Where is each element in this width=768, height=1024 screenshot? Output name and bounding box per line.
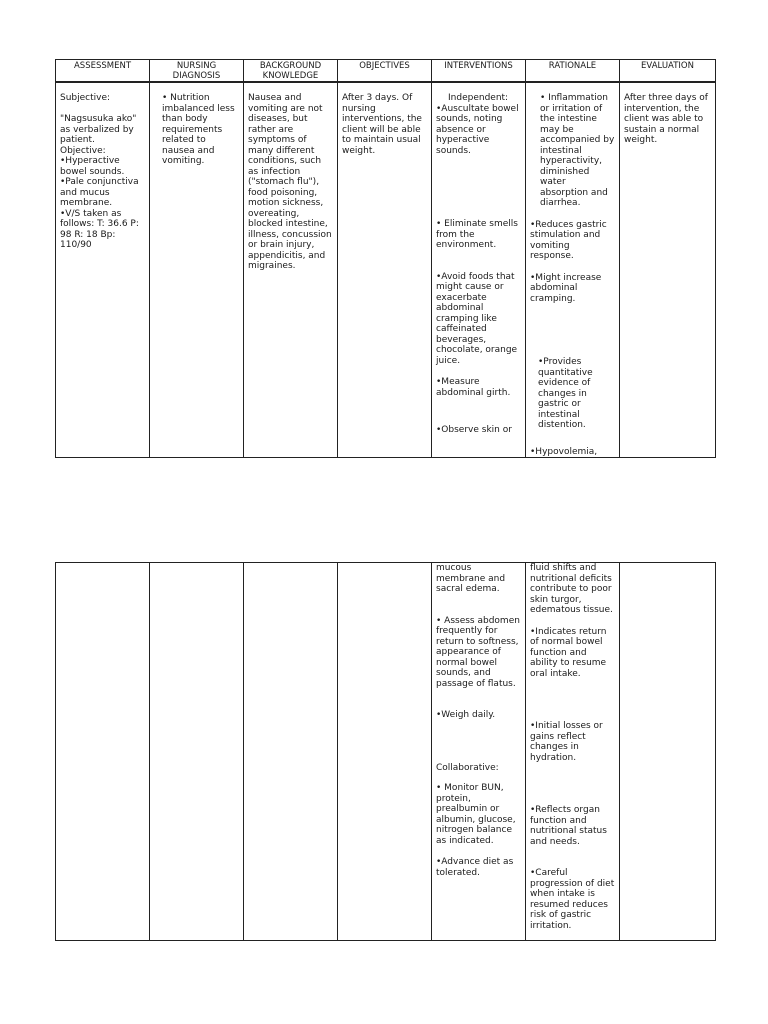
rationale-item: fluid shifts and nutritional deficits contribute to poor skin turgor, edematous tissue. bbox=[530, 563, 613, 615]
intervention-item: • Monitor BUN, protein, prealbumin or albumin, glucose, nitrogen balance as indicated. bbox=[436, 783, 516, 846]
interventions-cell bbox=[432, 563, 526, 941]
rationale-item: •Provides quantitative evidence of changes in gastric or intestinal distention. bbox=[538, 357, 593, 430]
rationale-item: •Indicates return of normal bowel function and ability to resume oral intake. bbox=[530, 626, 607, 679]
table-body-row bbox=[56, 563, 716, 941]
header-background-knowledge: BACKGROUND KNOWLEDGE bbox=[244, 60, 338, 83]
intervention-item: •Advance diet as tolerated. bbox=[436, 857, 514, 878]
intervention-item: •Observe skin or bbox=[436, 425, 512, 435]
header-rationale: RATIONALE bbox=[526, 60, 620, 83]
rationale-item: •Reduces gastric stimulation and vomiting response. bbox=[530, 219, 607, 261]
table-body-row bbox=[56, 82, 716, 458]
rationale-cell bbox=[526, 563, 620, 941]
diagnosis-cell bbox=[150, 82, 244, 458]
evaluation-text: After three days of intervention, the client was able to sustain a normal weight. bbox=[624, 93, 708, 145]
assessment-text: Subjective: "Nagsusuka ako" as verbalized by patient. Objective: •Hyperactive bowel sounds. •Pale conjunctiva and mucus membrane. •V/S taken as follows: T: 36.6 P: 98 R: 18 Bp: 110/90 bbox=[60, 93, 139, 250]
background-text: Nausea and vomiting are not diseases, but rather are symptoms of many different conditions, such as infection ("stomach flu"), food poisoning, motion sickness, overeating, blocked intestine, illness, concussion or brain injury, appendicitis, and migraines. bbox=[248, 93, 332, 271]
rationale-item: •Initial losses or gains reflect changes in hydration. bbox=[530, 721, 603, 763]
header-assessment: ASSESSMENT bbox=[56, 60, 150, 83]
background-cell bbox=[244, 563, 338, 941]
intervention-item: •Auscultate bowel sounds, noting absence or hyperactive sounds. bbox=[436, 103, 519, 156]
objectives-cell bbox=[338, 82, 432, 458]
table-header-row bbox=[56, 60, 716, 83]
care-plan-table-page-1 bbox=[55, 59, 716, 458]
assessment-cell bbox=[56, 82, 150, 458]
rationale-item: •Careful progression of diet when intake is resumed reduces risk of gastric irritation. bbox=[530, 868, 615, 931]
interventions-independent-label: Independent: bbox=[448, 93, 509, 103]
intervention-item: •Avoid foods that might cause or exacerbate abdominal cramping like caffeinated beverages, chocolate, orange juice. bbox=[436, 271, 518, 366]
interventions-collaborative-label: Collaborative: bbox=[436, 762, 499, 773]
care-plan-table-page-2 bbox=[55, 562, 716, 941]
rationale-item: •Reflects organ function and nutritional status and needs. bbox=[530, 805, 607, 847]
header-evaluation: EVALUATION bbox=[620, 60, 716, 83]
intervention-item: • Eliminate smells from the environment. bbox=[436, 219, 518, 250]
assessment-cell bbox=[56, 563, 150, 941]
rationale-item: •Might increase abdominal cramping. bbox=[530, 272, 602, 304]
header-objectives: OBJECTIVES bbox=[338, 60, 432, 83]
header-nursing-diagnosis: NURSING DIAGNOSIS bbox=[150, 60, 244, 83]
intervention-item: •Measure abdominal girth. bbox=[436, 377, 511, 398]
background-cell bbox=[244, 82, 338, 458]
rationale-item: •Hypovolemia, bbox=[530, 446, 598, 457]
header-interventions: INTERVENTIONS bbox=[432, 60, 526, 83]
evaluation-cell bbox=[620, 82, 716, 458]
evaluation-cell bbox=[620, 563, 716, 941]
diagnosis-text: • Nutrition imbalanced less than body requirements related to nausea and vomiting. bbox=[162, 93, 235, 166]
rationale-cell bbox=[526, 82, 620, 458]
objectives-text: After 3 days. Of nursing interventions, the client will be able to maintain usual weight. bbox=[342, 93, 422, 156]
intervention-item: mucous membrane and sacral edema. bbox=[436, 563, 506, 594]
objectives-cell bbox=[338, 563, 432, 941]
intervention-item: • Assess abdomen frequently for return to softness, appearance of normal bowel sounds, and passage of flatus. bbox=[436, 615, 520, 689]
rationale-item: • Inflammation or irritation of the intestine may be accompanied by intestinal hyperactivity, diminished water absorption and diarrhea. bbox=[540, 93, 615, 208]
intervention-item: •Weigh daily. bbox=[436, 710, 496, 720]
diagnosis-cell bbox=[150, 563, 244, 941]
interventions-cell bbox=[432, 82, 526, 458]
